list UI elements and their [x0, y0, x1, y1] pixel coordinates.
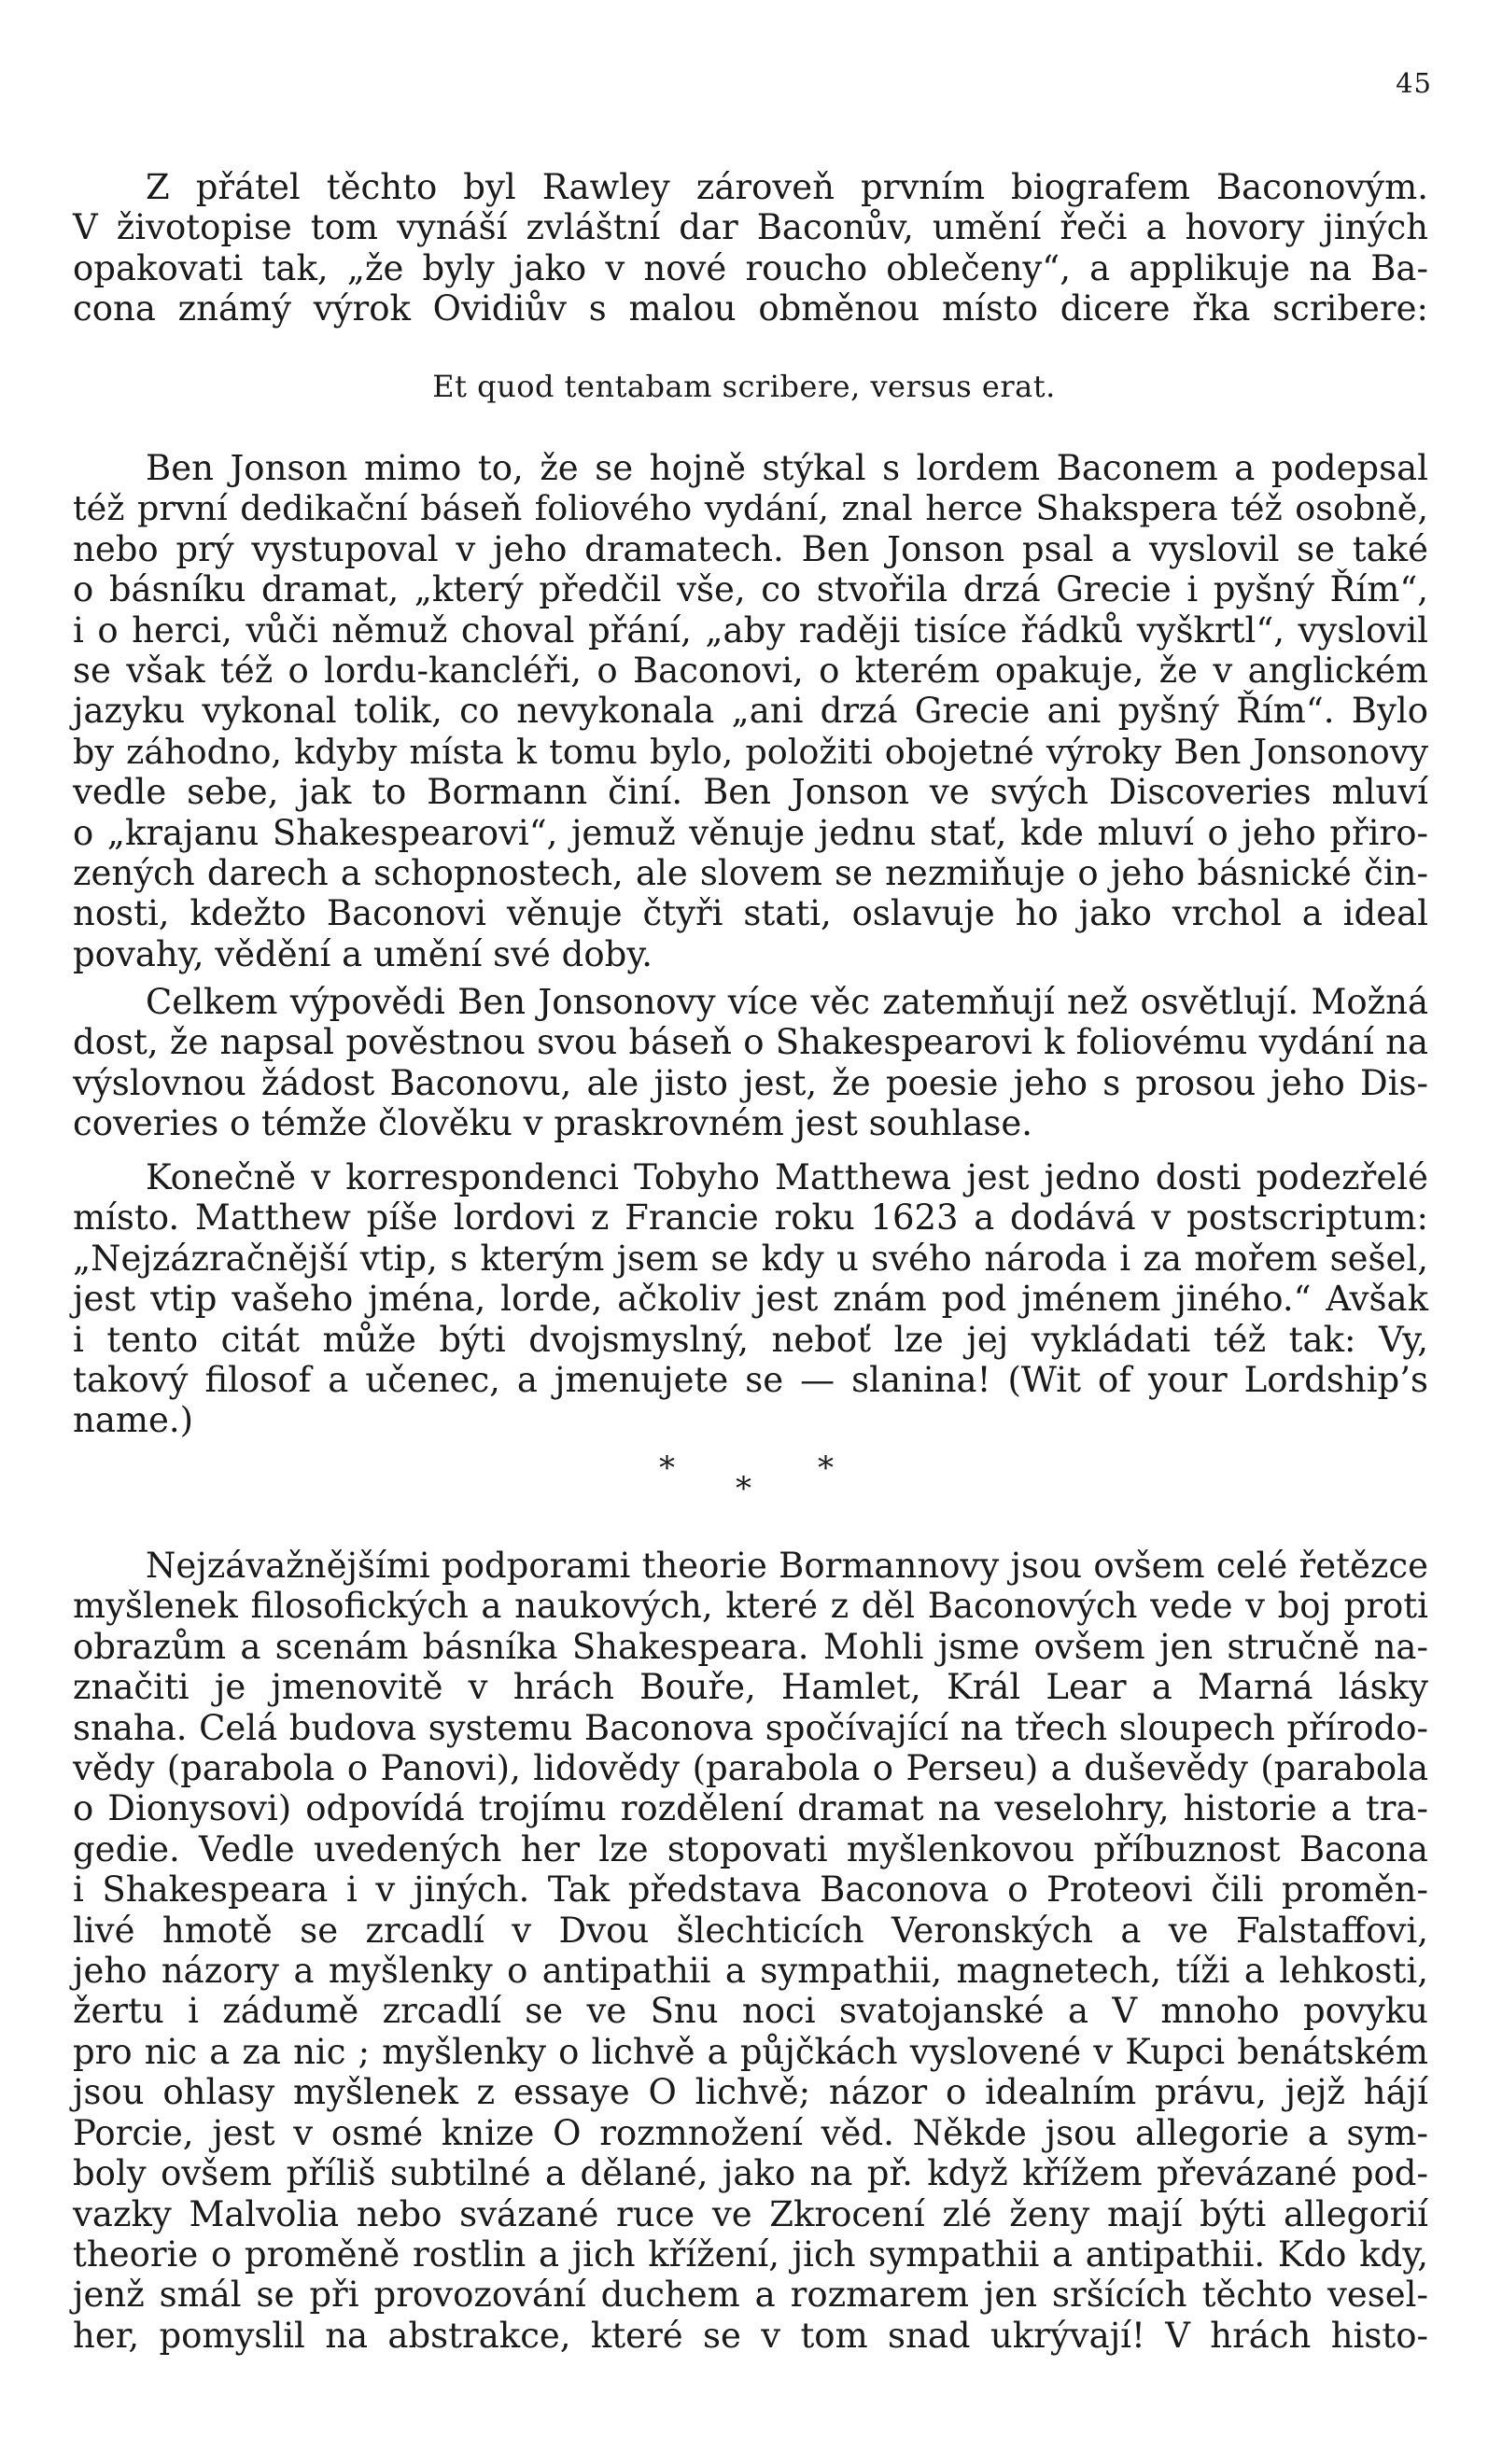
text-line: žertu i zádumě zrcadlí se ve Snu noci svatojanské a V mnoho povyku	[73, 1991, 1428, 2032]
text-line: pro nic a za nic ; myšlenky o lichvě a půjčkách vyslovené v Kupci benátském	[73, 2031, 1428, 2072]
text-line: name.)	[73, 1400, 194, 1441]
text-line: Konečně v korrespondenci Tobyho Matthewa jest jedno dosti podezřelé	[146, 1157, 1428, 1197]
page-number: 45	[1396, 67, 1432, 99]
text-line: jsou ohlasy myšlenek z essaye O lichvě; názor o idealním právu, jejž hájí	[73, 2072, 1428, 2113]
text-line: vazky Malvolia nebo svázané ruce ve Zkrocení zlé ženy mají býti allegorií	[73, 2193, 1428, 2234]
asterisk-right: *	[818, 1449, 834, 1487]
text-line: nosti, kdežto Baconovi věnuje čtyři stati, oslavuje ho jako vrchol a ideal	[73, 893, 1428, 934]
text-line: vědy (parabola o Panovi), lidovědy (parabola o Perseu) a duševědy (parabola	[73, 1748, 1428, 1789]
text-line: V životopise tom vynáší zvláštní dar Baconův, umění řeči a hovory jiných	[73, 207, 1428, 248]
text-line: zených darech a schopnostech, ale slovem se nezmiňuje o jeho básnické čin-	[73, 853, 1428, 894]
asterisk-left: *	[659, 1449, 675, 1487]
paragraph-1	[73, 167, 1428, 329]
latin-quotation: Et quod tentabam scribere, versus erat.	[432, 369, 1056, 404]
text-line: obrazům a scenám básníka Shakespeara. Mohli jsme ovšem jen stručně na-	[73, 1626, 1428, 1667]
text-line: gedie. Vedle uvedených her lze stopovati myšlenkovou příbuznost Bacona	[73, 1828, 1428, 1869]
text-line: livé hmotě se zrcadlí v Dvou šlechticích Veronských a ve Falstaffovi,	[73, 1910, 1428, 1951]
text-line: vedle sebe, jak to Bormann činí. Ben Jonson ve svých Discoveries mluví	[73, 772, 1428, 813]
text-line: i tento citát může býti dvojsmyslný, neboť lze jej vykládati též tak: Vy,	[73, 1319, 1428, 1360]
section-divider	[0, 1449, 1488, 1515]
asterisk-middle: *	[736, 1470, 751, 1507]
text-line: jest vtip vašeho jména, lorde, ačkoliv jest znám pod jménem jiného.“ Avšak	[73, 1279, 1428, 1320]
text-line: cona známý výrok Ovidiův s malou obměnou místo dicere řka scribere:	[73, 288, 1428, 329]
text-line: Z přátel těchto byl Rawley zároveň prvním biografem Baconovým.	[146, 167, 1428, 207]
text-line: opakovati tak, „že byly jako v nové roucho oblečeny“, a applikuje na Ba-	[73, 247, 1428, 288]
paragraph-2	[73, 448, 1428, 974]
text-line: Ben Jonson mimo to, že se hojně stýkal s lordem Baconem a podepsal	[146, 448, 1428, 488]
text-line: coveries o témže člověku v praskrovném jest souhlase.	[73, 1103, 1033, 1144]
text-line: značiti je jmenovitě v hrách Bouře, Hamlet, Král Lear a Marná lásky	[73, 1667, 1428, 1708]
text-line: boly ovšem příliš subtilné a dělané, jako na př. když křížem převázané pod-	[73, 2153, 1428, 2194]
text-line: „Nejzázračnější vtip, s kterým jsem se kdy u svého národa i za mořem sešel,	[73, 1238, 1428, 1279]
text-line: se však též o lordu-kancléři, o Baconovi, o kterém opakuje, že v anglickém	[73, 651, 1428, 692]
text-line: jenž smál se při provozování duchem a rozmarem jen sršících těchto vesel-	[73, 2275, 1428, 2316]
text-line: myšlenek filosofických a naukových, které z děl Baconových vede v boj proti	[73, 1586, 1428, 1627]
text-line: o „krajanu Shakespearovi“, jemuž věnuje jednu stať, kde mluví o jeho přiro-	[73, 812, 1428, 853]
text-line: by záhodno, kdyby místa k tomu bylo, položiti obojetné výroky Ben Jonsonovy	[73, 731, 1428, 772]
text-line: nebo prý vystupoval v jeho dramatech. Ben Jonson psal a vyslovil se také	[73, 528, 1428, 569]
paragraph-4	[73, 1157, 1428, 1441]
text-line: jeho názory a myšlenky o antipathii a sympathii, magnetech, tíži a lehkosti,	[73, 1951, 1428, 1992]
text-line: místo. Matthew píše lordovi z Francie roku 1623 a dodává v postscriptum:	[73, 1197, 1428, 1239]
text-line: Celkem výpovědi Ben Jonsonovy více věc zatemňují než osvětlují. Možná	[146, 982, 1428, 1022]
text-line: jazyku vykonal tolik, co nevykonala „ani drzá Grecie ani pyšný Řím“. Bylo	[73, 691, 1428, 732]
text-line: i Shakespeara i v jiných. Tak představa Baconova o Proteovi čili proměn-	[73, 1869, 1428, 1911]
text-line: i o herci, vůči němuž choval přání, „aby raději tisíce řádků vyškrtl“, vyslovil	[73, 609, 1428, 651]
text-line: též první dedikační báseň foliového vydání, znal herce Shakspera též osobně,	[73, 488, 1428, 529]
text-line: o Dionysovi) odpovídá trojímu rozdělení dramat na veselohry, historie a tra-	[73, 1788, 1428, 1829]
text-line: dost, že napsal pověstnou svou báseň o Shakespearovi k foliovému vydání na	[73, 1022, 1428, 1063]
text-line: výslovnou žádost Baconovu, ale jisto jest, že poesie jeho s prosou jeho Dis-	[73, 1062, 1428, 1103]
text-line: o básníku dramat, „který předčil vše, co stvořila drzá Grecie i pyšný Řím“,	[73, 569, 1428, 610]
paragraph-3	[73, 982, 1428, 1144]
text-line: her, pomyslil na abstrakce, které se v tom snad ukrývají! V hrách histo-	[73, 2315, 1428, 2356]
text-line: theorie o proměně rostlin a jich křížení, jich sympathii a antipathii. Kdo kdy,	[73, 2233, 1428, 2275]
text-line: povahy, vědění a umění své doby.	[73, 933, 653, 974]
text-line: snaha. Celá budova systemu Baconova spočívající na třech sloupech přírodo-	[73, 1707, 1428, 1748]
text-line: Porcie, jest v osmé knize O rozmnožení věd. Někde jsou allegorie a sym-	[73, 2112, 1428, 2153]
text-line: takový filosof a učenec, a jmenujete se — slanina! (Wit of your Lordship’s	[73, 1360, 1428, 1401]
text-line: Nejzávažnějšími podporami theorie Bormannovy jsou ovšem celé řetězce	[146, 1546, 1428, 1586]
paragraph-5	[73, 1546, 1428, 2356]
